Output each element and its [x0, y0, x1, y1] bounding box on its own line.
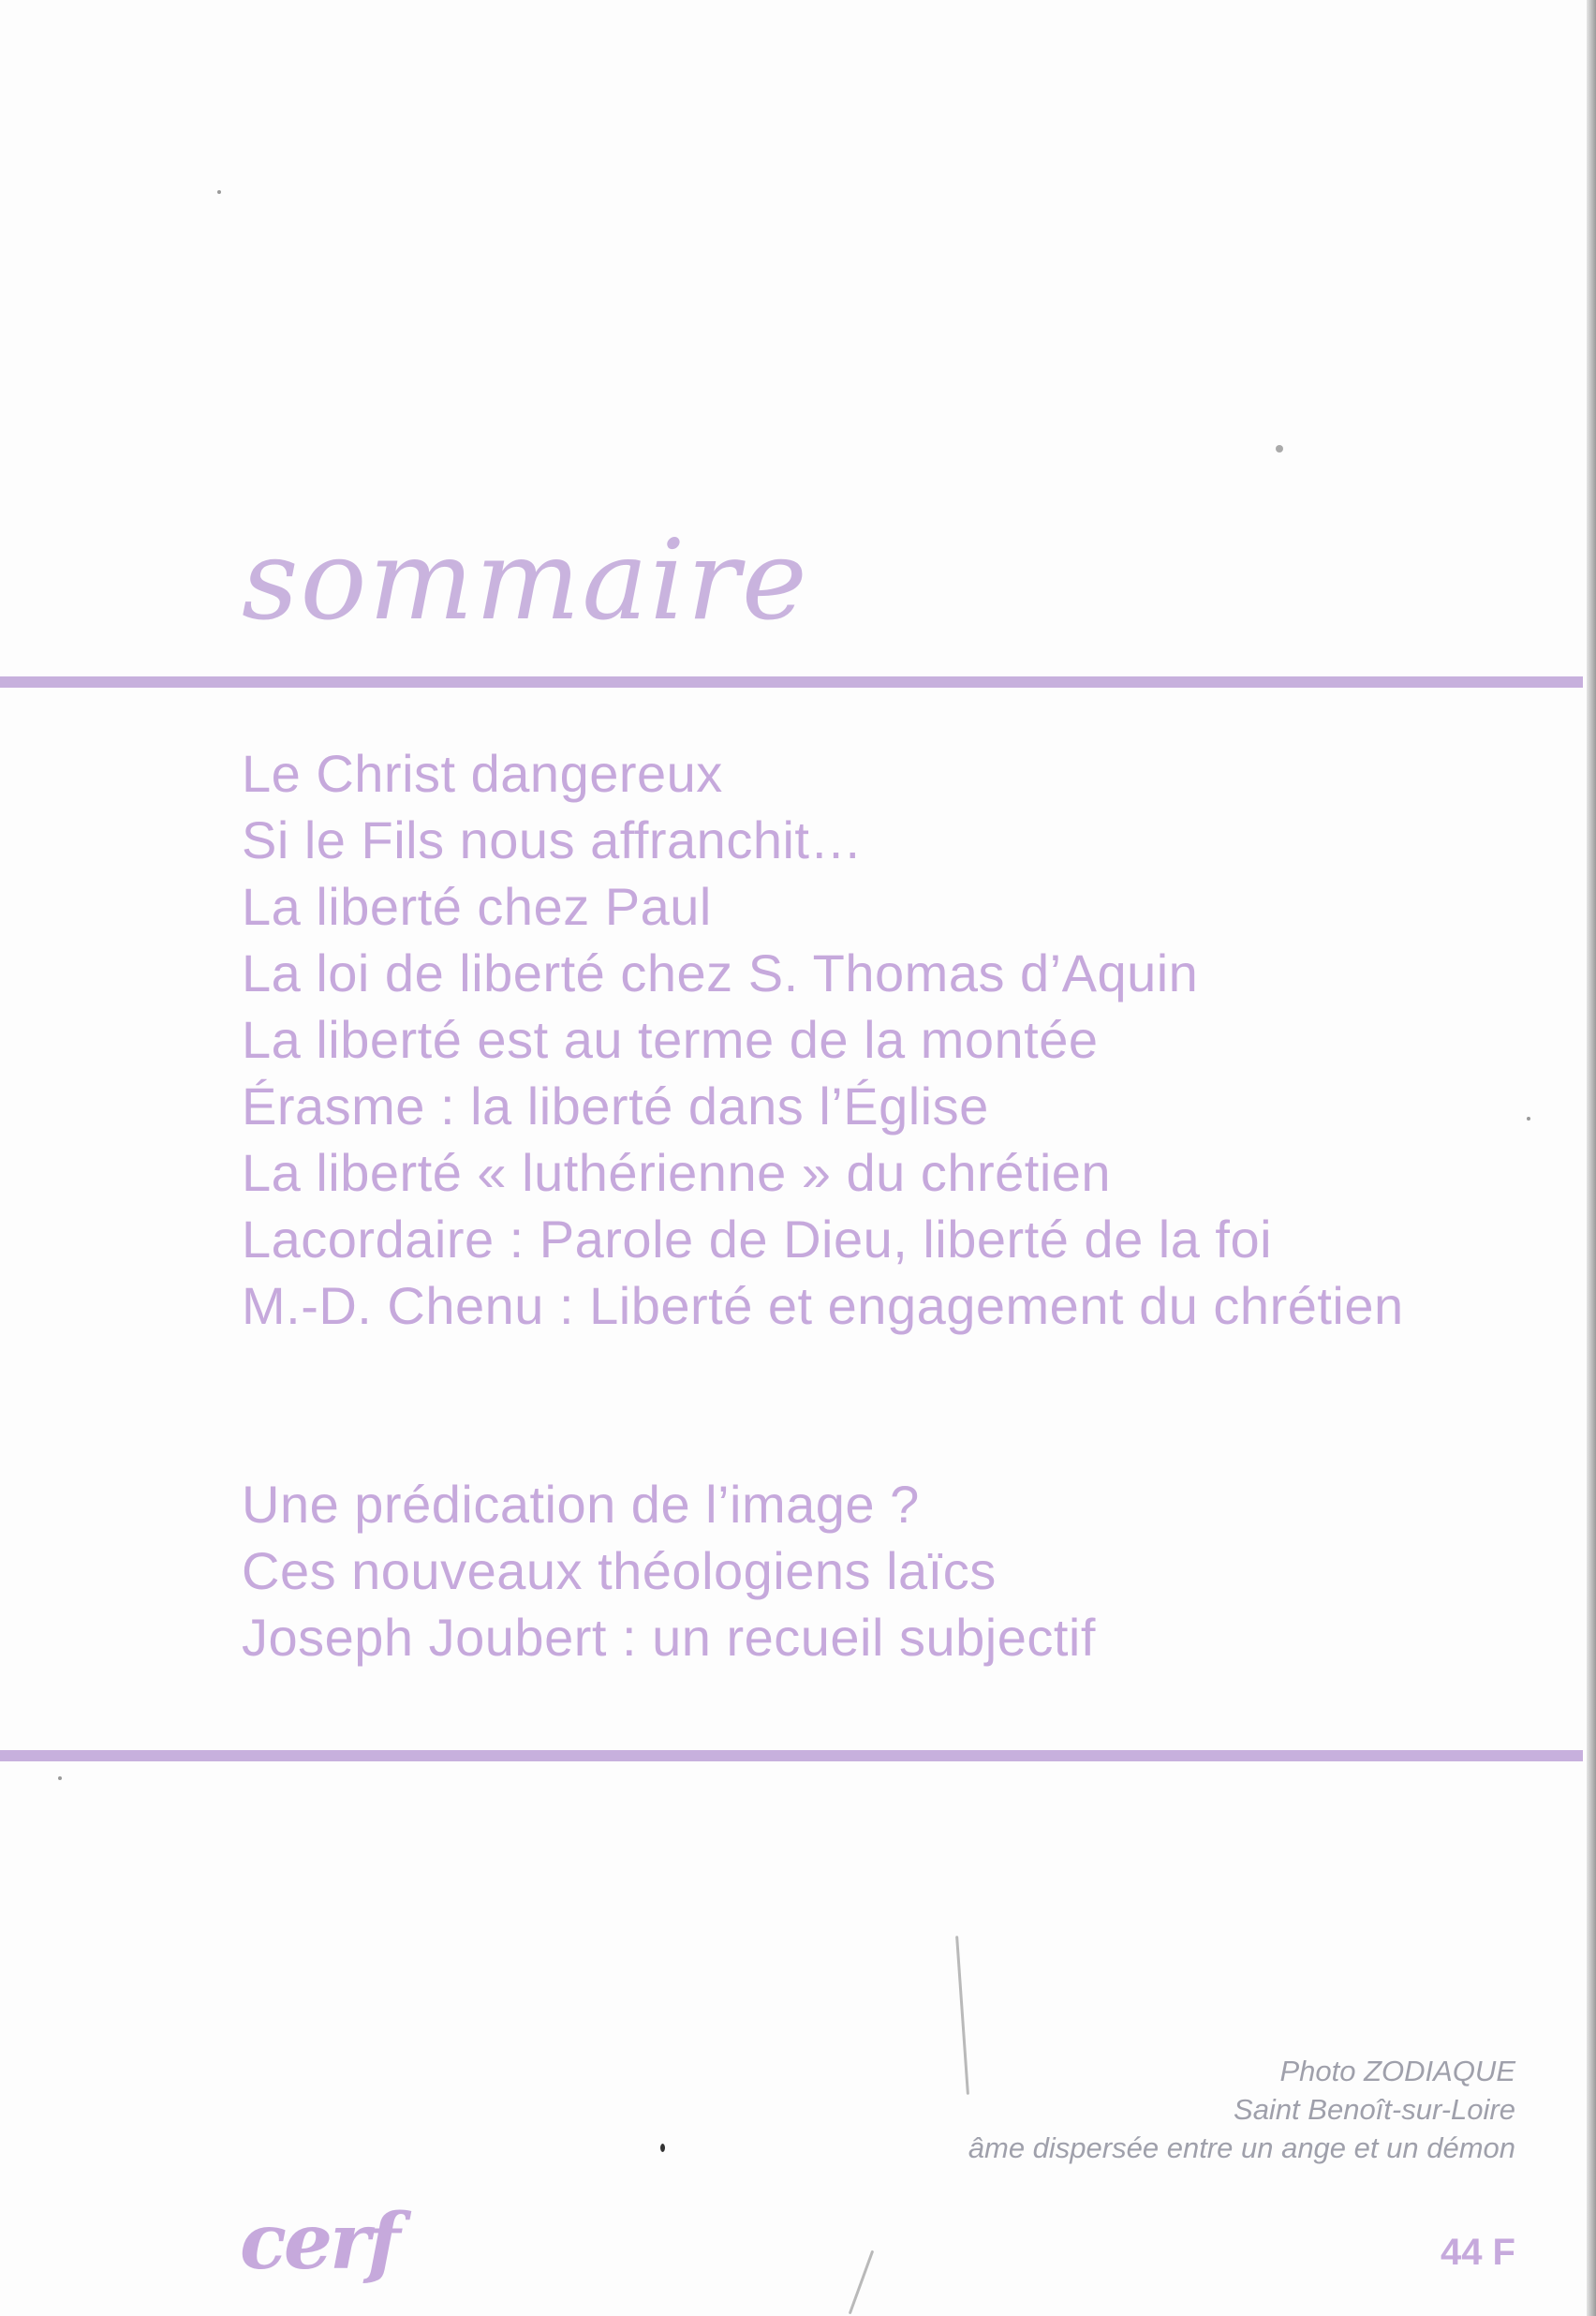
toc-item: M.-D. Chenu : Liberté et engagement du chrétien	[242, 1276, 1404, 1335]
price-label: 44 F	[1440, 2232, 1515, 2273]
page-title: sommaire	[242, 515, 809, 645]
toc-item: La loi de liberté chez S. Thomas d’Aquin	[242, 943, 1199, 1002]
credit-line: âme dispersée entre un ange et un démon	[968, 2131, 1515, 2164]
paper-scratch	[955, 1936, 969, 2095]
toc-item: Le Christ dangereux	[242, 744, 723, 803]
bottom-divider	[0, 1750, 1583, 1761]
speck	[217, 190, 221, 194]
toc-item: La liberté est au terme de la montée	[242, 1010, 1099, 1069]
toc-item: Une prédication de l’image ?	[242, 1475, 920, 1534]
speck	[1527, 1117, 1530, 1121]
table-of-contents	[242, 740, 1487, 1339]
toc-item: La liberté chez Paul	[242, 877, 712, 936]
table-of-contents-secondary	[242, 1471, 1487, 1670]
speck	[58, 1776, 62, 1780]
publisher-logo: cerf	[240, 2197, 398, 2287]
credit-line: Saint Benoît-sur-Loire	[1234, 2093, 1515, 2126]
toc-item: Si le Fils nous affranchit…	[242, 810, 863, 869]
paper-scratch	[849, 2250, 874, 2315]
photo-credits	[968, 2052, 1515, 2167]
toc-item: La liberté « luthérienne » du chrétien	[242, 1143, 1112, 1202]
toc-item: Érasme : la liberté dans l’Église	[242, 1076, 989, 1136]
toc-item: Joseph Joubert : un recueil subjectif	[242, 1608, 1096, 1667]
toc-item: Ces nouveaux théologiens laïcs	[242, 1541, 997, 1600]
top-divider	[0, 676, 1583, 688]
credit-line: Photo ZODIAQUE	[1279, 2055, 1515, 2087]
page-edge-shadow	[1587, 0, 1596, 2316]
toc-item: Lacordaire : Parole de Dieu, liberté de la foi	[242, 1210, 1273, 1269]
speck	[660, 2144, 665, 2152]
speck	[1276, 445, 1283, 453]
